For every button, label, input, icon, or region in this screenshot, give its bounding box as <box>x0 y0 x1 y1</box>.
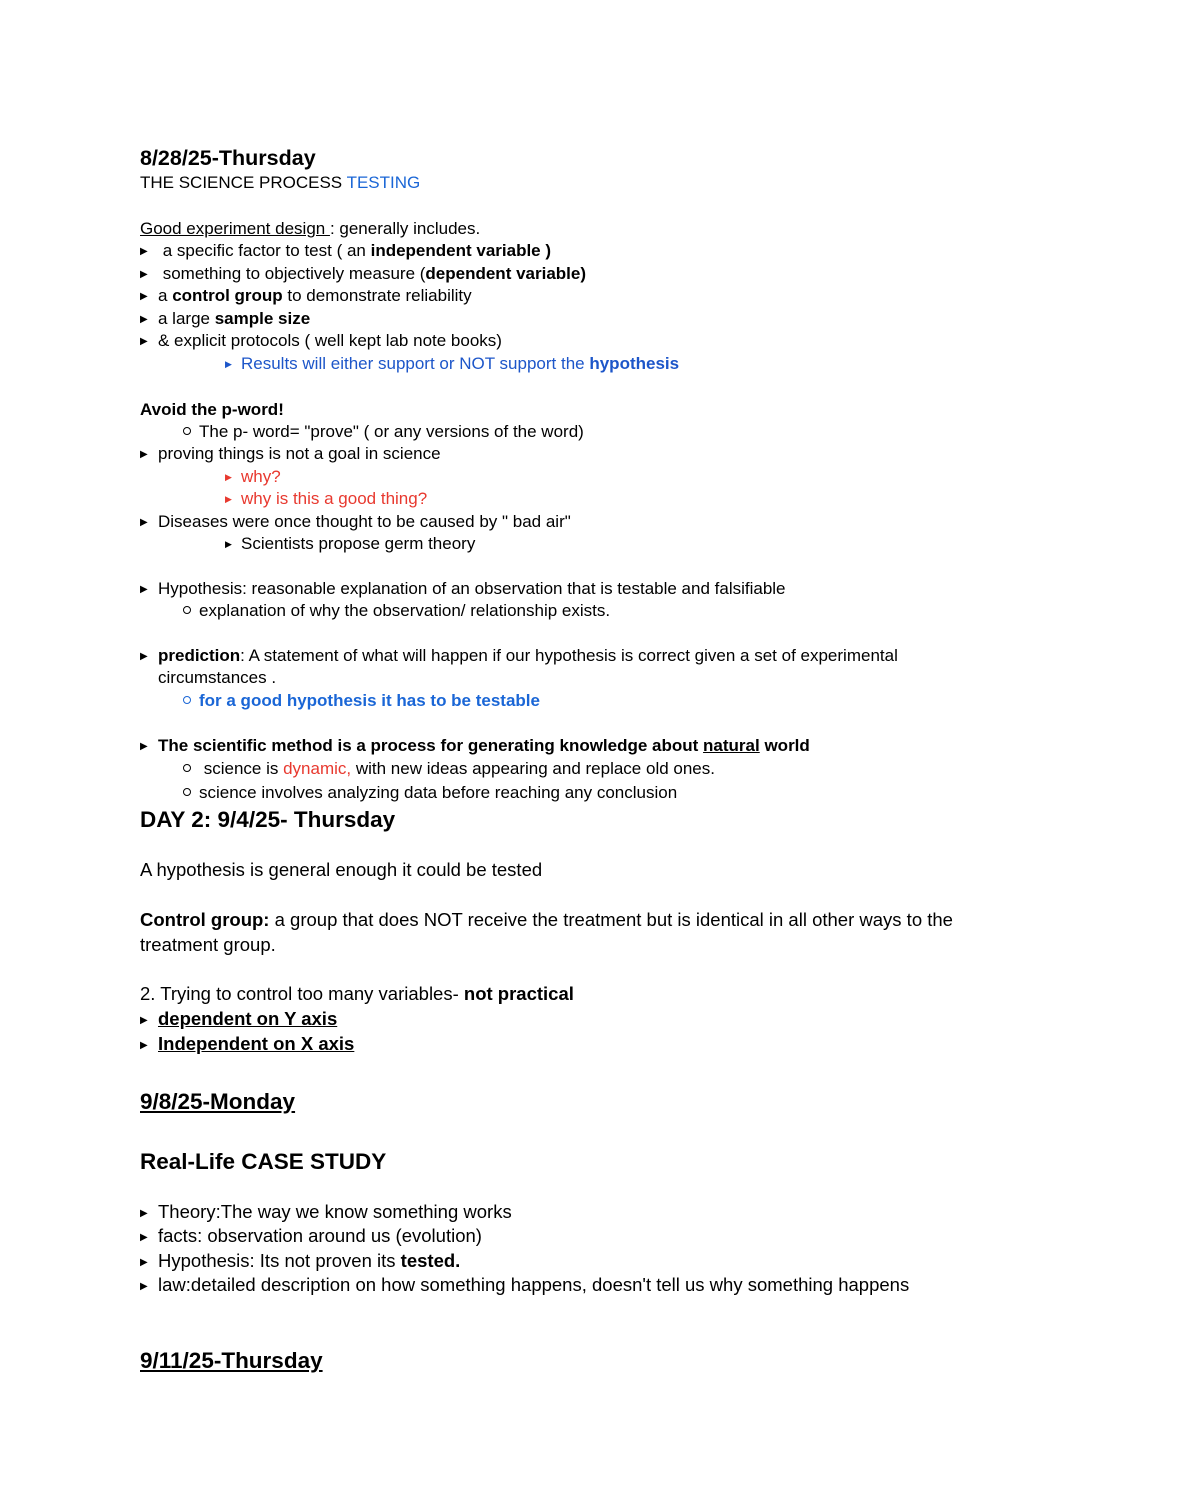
item-text: a <box>158 286 173 305</box>
subsection-heading: Real-Life CASE STUDY <box>140 1149 387 1174</box>
item-text: why is this a good thing? <box>241 489 428 508</box>
item-underline: natural <box>703 736 760 755</box>
design-line <box>140 219 480 239</box>
item-highlight: dynamic, <box>283 759 352 778</box>
sub-list-item <box>225 489 427 509</box>
item-bold: independent variable ) <box>370 241 552 260</box>
bullet-icon: ▶ <box>225 472 232 482</box>
list-item <box>140 241 551 262</box>
list-item <box>140 1274 909 1298</box>
item-underline: dependent on Y axis <box>158 1008 338 1029</box>
section-heading: DAY 2: 9/4/25- Thursday <box>140 807 396 832</box>
paragraph <box>140 909 953 931</box>
item-bold: control group <box>172 286 283 305</box>
bullet-icon: ▶ <box>140 1015 148 1026</box>
section-heading <box>140 146 316 170</box>
item-text: science is <box>199 759 284 778</box>
item-text: proving things is not a goal in science <box>158 444 441 463</box>
list-item <box>140 309 310 330</box>
item-bold: prediction <box>158 646 241 665</box>
item-text: explanation of why the observation/ relationship exists. <box>199 601 611 620</box>
term-bold: Control group: <box>140 909 270 930</box>
item-text: Theory:The way we know something works <box>158 1201 512 1222</box>
list-item <box>140 286 472 307</box>
subtitle-highlight: TESTING <box>346 173 421 192</box>
list-item <box>140 736 810 757</box>
avoid-title: Avoid the p-word! <box>140 400 284 419</box>
bullet-icon: ▶ <box>140 1040 148 1051</box>
item-text: science involves analyzing data before reaching any conclusion <box>199 783 678 802</box>
design-rest: : generally includes. <box>329 219 481 238</box>
bullet-icon: ▶ <box>140 449 148 460</box>
item-text: The p- word= "prove" ( or any versions of the word) <box>199 422 584 441</box>
subtitle <box>140 173 420 193</box>
item-text: Diseases were once thought to be caused by " bad air" <box>158 512 571 531</box>
item-text: facts: observation around us (evolution) <box>158 1225 482 1246</box>
list-item <box>140 579 786 600</box>
item-text: : A statement of what will happen if our hypothesis is correct given a set of experimental <box>240 646 898 665</box>
bullet-icon: ▶ <box>225 494 232 504</box>
paragraph <box>140 983 574 1005</box>
subtitle-text: THE SCIENCE PROCESS <box>140 173 347 192</box>
sub-list-item <box>183 783 677 803</box>
item-text: something to objectively measure ( <box>158 264 426 283</box>
list-item <box>140 1033 354 1057</box>
item-text: a specific factor to test ( an <box>158 241 371 260</box>
sub-list-item <box>183 422 584 442</box>
list-item <box>140 1201 512 1225</box>
circle-bullet-icon <box>183 783 199 803</box>
sub-list-item <box>183 691 540 711</box>
term-bold: not practical <box>463 983 574 1004</box>
bullet-icon: ▶ <box>140 517 148 528</box>
bullet-icon: ▶ <box>225 539 232 549</box>
item-bold: sample size <box>214 309 311 328</box>
bullet-icon: ▶ <box>225 359 232 369</box>
item-underline: Independent on X axis <box>158 1033 355 1054</box>
list-item <box>140 264 586 285</box>
list-item <box>140 1008 337 1032</box>
item-text: a large <box>158 309 215 328</box>
item-text: why? <box>241 467 281 486</box>
list-item <box>140 444 441 465</box>
paragraph-continuation: treatment group. <box>140 934 276 955</box>
section-heading: 9/11/25-Thursday <box>140 1348 323 1373</box>
section-heading: 9/8/25-Monday <box>140 1089 296 1114</box>
sub-list-item <box>225 354 679 374</box>
bullet-icon: ▶ <box>140 584 148 595</box>
sub-list-item <box>225 467 281 487</box>
item-text: Scientists propose germ theory <box>241 534 476 553</box>
design-label: Good experiment design <box>140 219 330 238</box>
paragraph-text: 2. Trying to control too many variables- <box>140 983 464 1004</box>
item-text: for a good hypothesis it has to be testable <box>199 691 540 710</box>
bullet-icon: ▶ <box>140 336 148 347</box>
bullet-icon: ▶ <box>140 1257 148 1268</box>
sub-list-item <box>183 759 715 779</box>
bullet-icon: ▶ <box>140 1208 148 1219</box>
paragraph: A hypothesis is general enough it could be tested <box>140 859 543 880</box>
item-bold: hypothesis <box>589 354 680 373</box>
item-bold: tested. <box>400 1250 461 1271</box>
bullet-icon: ▶ <box>140 1281 148 1292</box>
paragraph-text: a group that does NOT receive the treatment but is identical in all other ways to the <box>269 909 953 930</box>
bullet-icon: ▶ <box>140 246 148 257</box>
bullet-icon: ▶ <box>140 314 148 325</box>
circle-bullet-icon <box>183 691 199 711</box>
list-item <box>140 512 571 533</box>
list-item <box>140 1250 460 1274</box>
list-item <box>140 646 898 667</box>
list-item <box>140 1225 482 1249</box>
bullet-icon: ▶ <box>140 269 148 280</box>
item-text: The scientific method is a process for generating knowledge about <box>158 736 704 755</box>
bullet-icon: ▶ <box>140 651 148 662</box>
heading-text: 8/28/25-Thursday <box>140 146 316 170</box>
list-item <box>140 331 502 352</box>
circle-bullet-icon <box>183 422 199 442</box>
bullet-icon: ▶ <box>140 1232 148 1243</box>
bullet-icon: ▶ <box>140 291 148 302</box>
item-text: with new ideas appearing and replace old ones. <box>351 759 715 778</box>
item-bold: dependent variable) <box>425 264 587 283</box>
item-text: Hypothesis: reasonable explanation of an observation that is testable and falsifiable <box>158 579 786 598</box>
sub-list-item <box>183 601 610 621</box>
item-text: & explicit protocols ( well kept lab note books) <box>158 331 502 350</box>
item-text: world <box>759 736 810 755</box>
sub-list-item <box>225 534 475 554</box>
item-text: Results will either support or NOT support the <box>241 354 590 373</box>
item-text: to demonstrate reliability <box>282 286 472 305</box>
item-text: law:detailed description on how something happens, doesn't tell us why something happens <box>158 1274 910 1295</box>
bullet-icon: ▶ <box>140 741 148 752</box>
list-item-continuation: circumstances . <box>158 668 277 687</box>
circle-bullet-icon <box>183 601 199 621</box>
circle-bullet-icon <box>183 759 199 779</box>
item-text: Hypothesis: Its not proven its <box>158 1250 401 1271</box>
